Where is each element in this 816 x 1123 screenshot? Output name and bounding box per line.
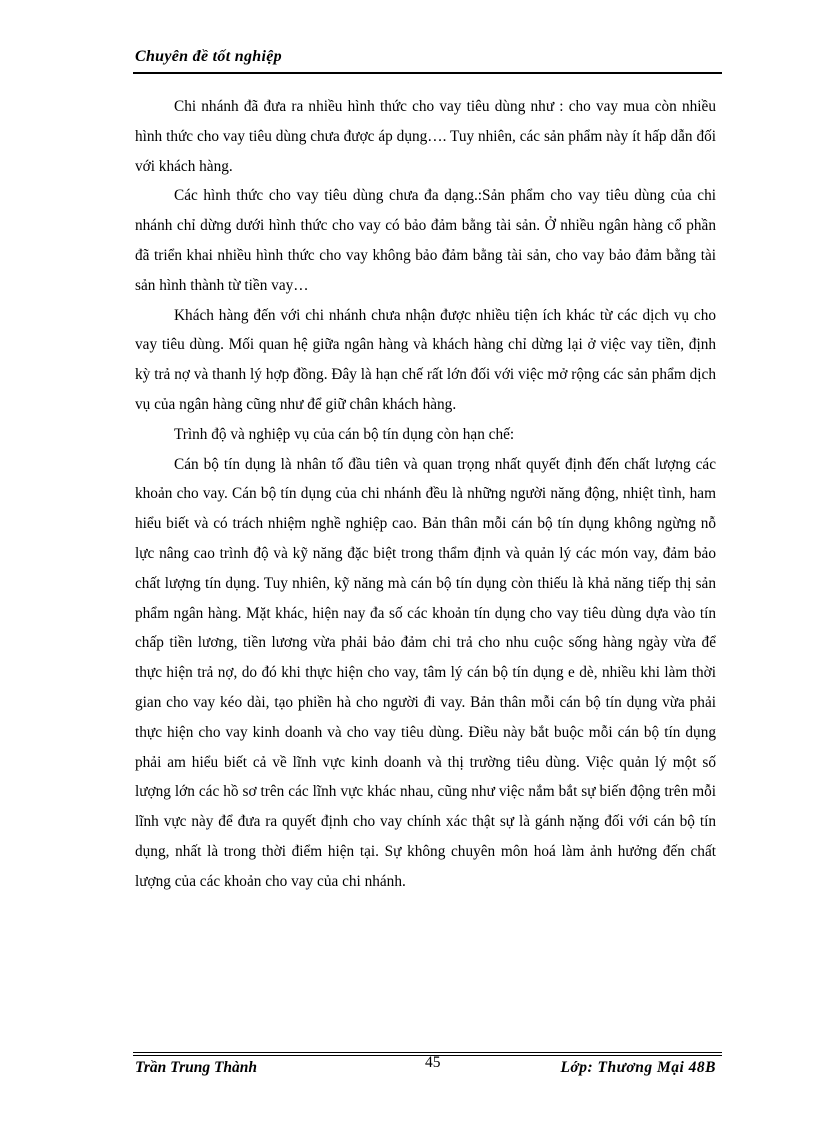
paragraph-customer-benefits: Khách hàng đến với chi nhánh chưa nhận được nhiều tiện ích khác từ các dịch vụ cho vay tiêu dùng. Mối quan hệ giữa ngân hàng và khách hàng chỉ dừng lại ở việc vay tiền, định kỳ trả nợ và thanh lý hợp đồng. Đây là hạn chế rất lớn đối với việc mở rộng các sản phẩm dịch vụ của ngân hàng cũng như để giữ chân khách hàng. — [135, 306, 716, 413]
paragraph-product-range: Chi nhánh đã đưa ra nhiều hình thức cho vay tiêu dùng như : cho vay mua còn nhiều hình thức cho vay tiêu dùng chưa được áp dụng…. Tuy nhiên, các sản phẩm này ít hấp dẫn đối với khách hàng. — [135, 98, 716, 175]
page-footer — [133, 1052, 722, 1081]
header-title: Chuyên đề tốt nghiệp — [135, 48, 282, 65]
document-body — [135, 92, 716, 897]
footer-class-label: Lớp: Thương Mại 48B — [560, 1059, 716, 1076]
page-number: 45 — [425, 1054, 441, 1071]
footer-author: Trần Trung Thành — [135, 1059, 258, 1076]
page-header — [133, 46, 722, 74]
paragraph-staff-details: Cán bộ tín dụng là nhân tố đầu tiên và quan trọng nhất quyết định đến chất lượng các khoản cho vay. Cán bộ tín dụng của chi nhánh đều là những người năng động, nhiệt tình, ham hiểu biết và có trách nhiệm nghề nghiệp cao. Bản thân mỗi cán bộ tín dụng không ngừng nỗ lực nâng cao trình độ và kỹ năng đặc biệt trong thẩm định và quản lý các món vay, đảm bảo chất lượng tín dụng. Tuy nhiên, kỹ năng mà cán bộ tín dụng còn thiếu là khả năng tiếp thị sản phẩm ngân hàng. Mặt khác, hiện nay đa số các khoản tín dụng cho vay tiêu dùng dựa vào tín chấp tiền lương, tiền lương vừa phải bảo đảm chi trả cho nhu cuộc sống hàng ngày vừa để thực hiện trả nợ, do đó khi thực hiện cho vay, tâm lý cán bộ tín dụng e dè, nhiều khi làm thời gian cho vay kéo dài, tạo phiền hà cho người đi vay. Bản thân mỗi cán bộ tín dụng vừa phải thực hiện cho vay kinh doanh và cho vay tiêu dùng. Điều này bắt buộc mỗi cán bộ tín dụng phải am hiểu biết cả về lĩnh vực kinh doanh và thị trường tiêu dùng. Việc quản lý một số lượng lớn các hồ sơ trên các lĩnh vực khác nhau, cũng như việc nắm bắt sự biến động trên mỗi lĩnh vực này để đưa ra quyết định cho vay chính xác thật sự là gánh nặng đối với cán bộ tín dụng, nhất là trong thời điểm hiện tại. Sự không chuyên môn hoá làm ảnh hưởng đến chất lượng của các khoản cho vay của chi nhánh. — [135, 455, 716, 890]
paragraph-staff-heading: Trình độ và nghiệp vụ của cán bộ tín dụng còn hạn chế: — [174, 425, 515, 443]
paragraph-loan-forms: Các hình thức cho vay tiêu dùng chưa đa dạng.:Sản phẩm cho vay tiêu dùng của chi nhánh chỉ dừng dưới hình thức cho vay có bảo đảm bằng tài sản. Ở nhiều ngân hàng cổ phần đã triển khai nhiều hình thức cho vay không bảo đảm bằng tài sản, cho vay bảo đảm bằng tài sản hình thành từ tiền vay… — [135, 187, 716, 294]
